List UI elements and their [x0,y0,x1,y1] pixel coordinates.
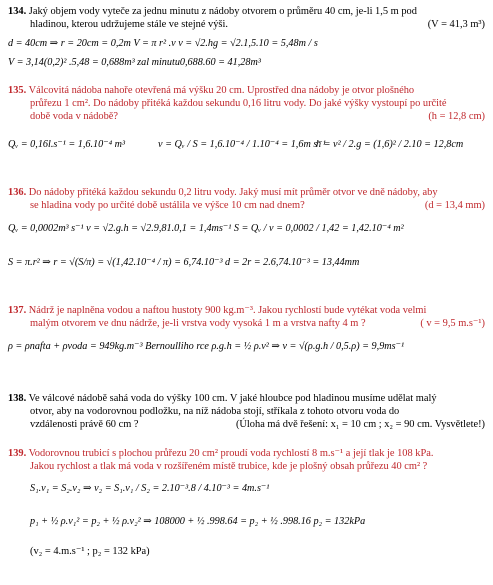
problem-138-text-3: vzdálenosti právě 60 cm ? [30,419,139,430]
problem-134-answer: (V = 41,3 m³) [427,19,485,30]
problem-139-equation-2: p₁ + ½ ρ.v₁² = p₂ + ½ ρ.v₂² ⇒ 108000 + ½ .998.64 = p₂ + ½ .998.16 p₂ = 132kPa [30,516,366,527]
problem-138-answer: (Úloha má dvě řešení: x₁ = 10 cm ; x₂ = 90 cm. Vysvětlete!) [235,419,485,430]
problem-137-answer: ( v = 9,5 m.s⁻¹) [420,318,485,329]
problem-134-line1 [8,5,417,18]
problem-134-text-2: hladinou, kterou udržujeme stále ve stejné výši. [30,19,228,30]
problem-135-equation-3: h = v² / 2.g = (1,6)² / 2.10 = 12,8cm [316,139,464,150]
problem-139-line1 [8,447,433,460]
problem-135-equation-1: Qᵥ = 0,16l.s⁻¹ = 1,6.10⁻⁴ m³ [8,139,126,150]
problem-137-text-1: Nádrž je naplněna vodou a naftou hustoty 900 kg.m⁻³. Jakou rychlostí bude vytékat voda velmi [28,305,427,316]
problem-138-number: 138. [8,393,27,404]
problem-134-equation-2: V = 3,14(0,2)² .5,48 = 0,688m³ zal minutu0,688.60 = 41,28m³ [8,57,261,68]
problem-135-equation-2: v = Qᵥ / S = 1,6.10⁻⁴ / 1.10⁻⁴ = 1,6m s⁻¹ [158,139,326,150]
problem-135-text-1: Válcovitá nádoba nahoře otevřená má výšku 20 cm. Uprostřed dna nádoby je otvor plošného [28,85,415,96]
problem-136-answer: (d = 13,4 mm) [424,200,485,211]
problem-139-result: (v₂ = 4.m.s⁻¹ ; p₂ = 132 kPa) [30,546,150,557]
problem-137-number: 137. [8,305,27,316]
problem-136-line1 [8,186,438,199]
problem-139-equation-1: S₁.v₁ = S₂.v₂ ⇒ v₂ = S₁.v₁ / S₂ = 2.10⁻³.8 / 4.10⁻³ = 4m.s⁻¹ [30,483,270,494]
problem-136-equation-2: S = π.r² ⇒ r = √(S/π) = √(1,42.10⁻⁴ / π) = 6,74.10⁻³ d = 2r = 2.6,74.10⁻³ = 13,44mm [8,257,360,268]
problem-137-text-2: malým otvorem ve dnu nádrže, je-li vrstva vody vysoká 1 m a vrstva nafty 4 m ? [30,318,366,329]
problem-134-number: 134. [8,6,27,17]
problem-136-text-1: Do nádoby přitéká každou sekundu 0,2 litru vody. Jaký musí mít průměr otvor ve dně nádoby, aby [28,187,438,198]
problem-135-text-3: době voda v nádobě? [30,111,119,122]
problem-136-number: 136. [8,187,27,198]
problem-138-line1 [8,392,437,405]
problem-138-text-2: otvor, aby na vodorovnou podložku, na níž nádoba stojí, stříkala z tohoto otvoru voda do [30,406,400,417]
problem-139-text-1: Vodorovnou trubicí s plochou průřezu 20 cm² proudí voda rychlostí 8 m.s⁻¹ a její tlak je 108 kPa. [28,448,434,459]
problem-135-answer: (h = 12,8 cm) [428,111,485,122]
problem-137-equation-1: ρ = ρnafta + ρvoda = 949kg.m⁻³ Bernoulliho rce ρ.g.h = ½ ρ.v² ⇒ v = √(ρ.g.h / 0,5.ρ) = 9,9ms⁻¹ [8,341,405,352]
problem-136-text-2: se hladina vody po určité době ustálila ve výšce 10 cm nad dnem? [30,200,305,211]
problem-137-line1 [8,304,426,317]
problem-135-line1 [8,84,414,97]
problem-134-text-1: Jaký objem vody vyteče za jednu minutu z nádoby otvorem o průměru 40 cm, je-li 1,5 m pod [28,6,417,17]
problem-138-text-1: Ve válcové nádobě sahá voda do výšky 100 cm. V jaké hloubce pod hladinou musíme udělat malý [28,393,437,404]
problem-135-number: 135. [8,85,27,96]
problem-134-equation-1: d = 40cm ⇒ r = 20cm = 0,2m V = π r² .v v = √2.hg = √2.1,5.10 = 5,48m / s [8,38,318,49]
problem-139-text-2: Jakou rychlost a tlak má voda v rozšířeném místě trubice, kde je plošný obsah průřezu 40 cm² ? [30,461,428,472]
problem-136-equation-1: Qᵥ = 0,0002m³ s⁻¹ v = √2.g.h = √2.9,81.0,1 = 1,4ms⁻¹ S = Qᵥ / v = 0,0002 / 1,42 = 1,42.10⁻⁴ m² [8,223,404,234]
problem-135-text-2: průřezu 1 cm². Do nádoby přitéká každou sekundu 0,16 litru vody. Do jaké výšky vystoupí po určité [30,98,447,109]
problem-139-number: 139. [8,448,27,459]
